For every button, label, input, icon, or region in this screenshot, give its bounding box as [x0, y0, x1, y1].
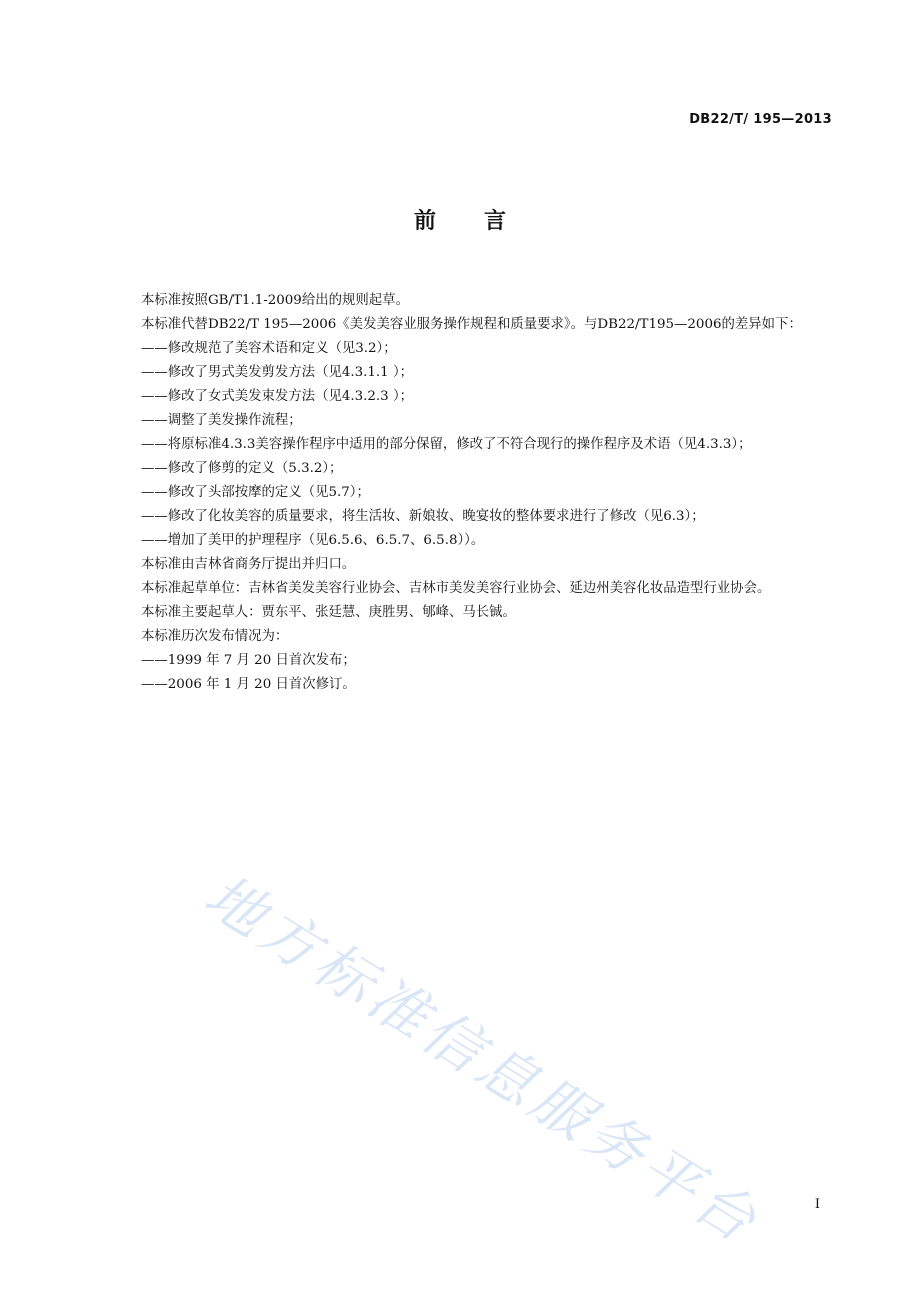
change-item: ——将原标准4.3.3美容操作程序中适用的部分保留，修改了不符合现行的操作程序及术语（见4.3.3）； [141, 437, 752, 452]
change-item: ——修改了修剪的定义（5.3.2）； [141, 461, 343, 476]
history-item: ——1999 年 7 月 20 日首次发布； [141, 653, 356, 668]
foreword-body [111, 289, 833, 697]
title-char-1: 前 [413, 209, 436, 234]
page-title [0, 204, 920, 235]
paragraph-proposer: 本标准由吉林省商务厅提出并归口。 [141, 557, 356, 572]
change-item: ——修改规范了美容术语和定义（见3.2）； [141, 341, 397, 356]
paragraph-drafting-units: 本标准起草单位：吉林省美发美容行业协会、吉林市美发美容行业协会、延边州美容化妆品造型行业协会。 [141, 581, 771, 596]
document-code: DB22/T/ 195—2013 [689, 112, 832, 127]
title-char-2: 言 [484, 209, 507, 234]
paragraph-drafters: 本标准主要起草人：贾东平、张廷慧、庚胜男、郇峰、马长铖。 [141, 605, 516, 620]
paragraph-history-heading: 本标准历次发布情况为： [141, 629, 289, 644]
paragraph-drafting-rules: 本标准按照GB/T1.1-2009给出的规则起草。 [141, 293, 409, 308]
change-item: ——增加了美甲的护理程序（见6.5.6、6.5.7、6.5.8））。 [141, 533, 485, 548]
change-item: ——修改了男式美发剪发方法（见4.3.1.1 ）； [141, 365, 414, 380]
history-item: ——2006 年 1 月 20 日首次修订。 [141, 677, 356, 692]
paragraph-replacement: 本标准代替DB22/T 195—2006《美发美容业服务操作规程和质量要求》。与DB22/T195—2006的差异如下： [141, 317, 802, 332]
change-item: ——修改了头部按摩的定义（见5.7）； [141, 485, 370, 500]
change-item: ——修改了化妆美容的质量要求，将生活妆、新娘妆、晚宴妆的整体要求进行了修改（见6.3）； [141, 509, 705, 524]
change-item: ——修改了女式美发束发方法（见4.3.2.3 ）； [141, 389, 414, 404]
watermark: 地方标准信息服务平台 [193, 861, 772, 1258]
page-number: I [814, 1197, 820, 1212]
change-item: ——调整了美发操作流程； [141, 413, 302, 428]
